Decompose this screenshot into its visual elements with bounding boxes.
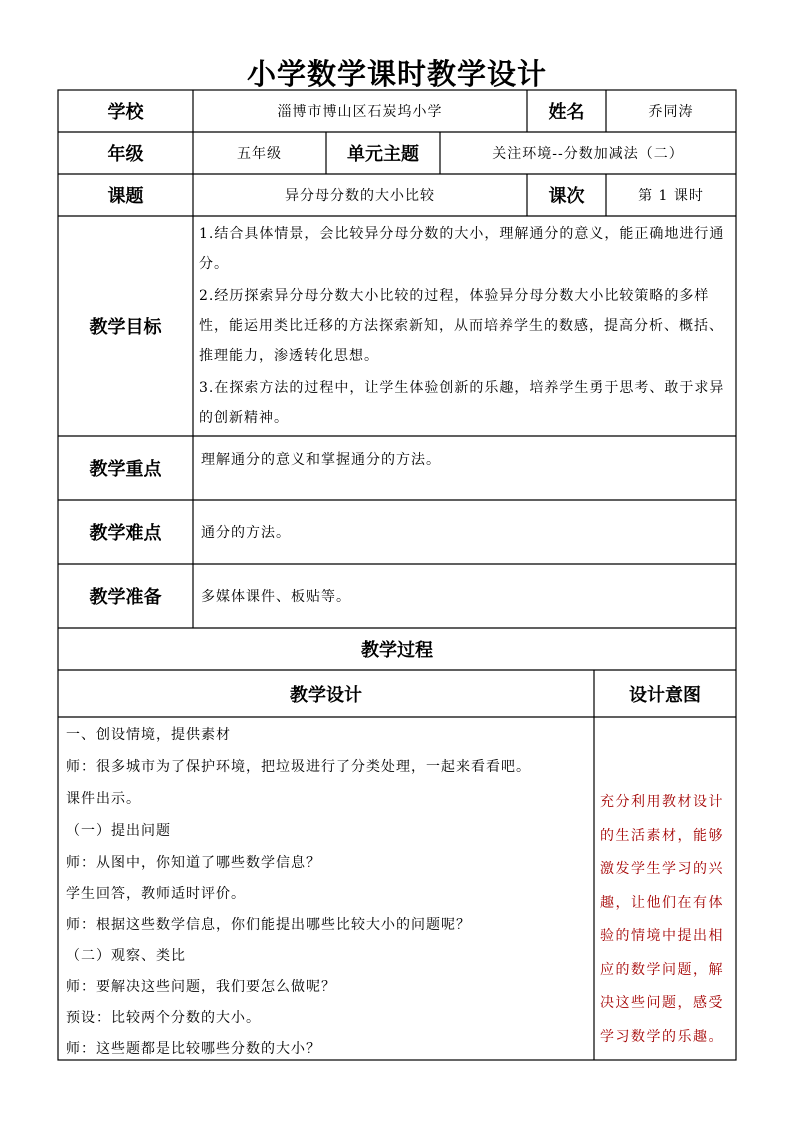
preparation-value: 多媒体课件、板贴等。 <box>201 589 351 605</box>
process-line: 预设：比较两个分数的大小。 <box>66 1010 261 1026</box>
school-label: 学校 <box>107 102 144 123</box>
process-line: 师：根据这些数学信息，你们能提出哪些比较大小的问题呢？ <box>66 917 471 933</box>
lesson-label: 课次 <box>548 186 585 207</box>
process-line: 师：要解决这些问题，我们要怎么做呢？ <box>66 979 336 995</box>
design-header: 教学设计 <box>290 684 362 706</box>
process-line: 学生回答，教师适时评价。 <box>66 886 246 902</box>
key-point-label: 教学重点 <box>89 459 162 480</box>
goal-item-3: 3.在探索方法的过程中，让学生体验创新的乐趣，培养学生勇于思考、敢于求异的创新精神。 <box>199 380 725 426</box>
goals-label: 教学目标 <box>89 317 162 338</box>
process-line: （二）观察、类比 <box>66 948 186 964</box>
school-value: 淄博市博山区石炭坞小学 <box>277 104 443 120</box>
unit-label: 单元主题 <box>347 144 419 165</box>
process-heading: 教学过程 <box>361 640 433 661</box>
process-line: 课件出示。 <box>66 791 141 807</box>
grade-label: 年级 <box>107 144 144 165</box>
process-line: 师：很多城市为了保护环境，把垃圾进行了分类处理，一起来看看吧。 <box>66 759 531 775</box>
page-title: 小学数学课时教学设计 <box>246 57 547 91</box>
grade-value: 五年级 <box>237 146 282 162</box>
process-line: （一）提出问题 <box>66 823 171 839</box>
goal-item-2: 2.经历探索异分母分数大小比较的过程，体验异分母分数大小比较策略的多样性，能运用类比迁移的方法探索新知，从而培养学生的数感，提高分析、概括、推理能力，渗透转化思想。 <box>199 288 724 364</box>
preparation-label: 教学准备 <box>89 587 162 608</box>
name-label: 姓名 <box>548 102 585 123</box>
unit-value: 关注环境--分数加减法（二） <box>492 146 684 162</box>
goal-item-1: 1.结合具体情景，会比较异分母分数的大小，理解通分的意义，能正确地进行通分。 <box>199 226 725 272</box>
process-line: 师：从图中，你知道了哪些数学信息？ <box>66 855 321 871</box>
name-value: 乔同涛 <box>648 104 694 120</box>
topic-value: 异分母分数的大小比较 <box>285 188 435 204</box>
design-intent: 充分利用教材设计的生活素材，能够激发学生学习的兴趣，让他们在有体验的情境中提出相应的数学问题，解决这些问题，感受学习数学的乐趣。 <box>600 794 724 1045</box>
process-line: 一、创设情境，提供素材 <box>66 727 231 743</box>
lesson-value: 第 1 课时 <box>638 188 704 204</box>
key-point-value: 理解通分的意义和掌握通分的方法。 <box>201 452 441 468</box>
topic-label: 课题 <box>107 186 144 207</box>
difficulty-value: 通分的方法。 <box>201 525 291 541</box>
intent-header: 设计意图 <box>629 684 701 706</box>
process-line: 师：这些题都是比较哪些分数的大小？ <box>66 1041 321 1057</box>
difficulty-label: 教学难点 <box>89 523 162 544</box>
